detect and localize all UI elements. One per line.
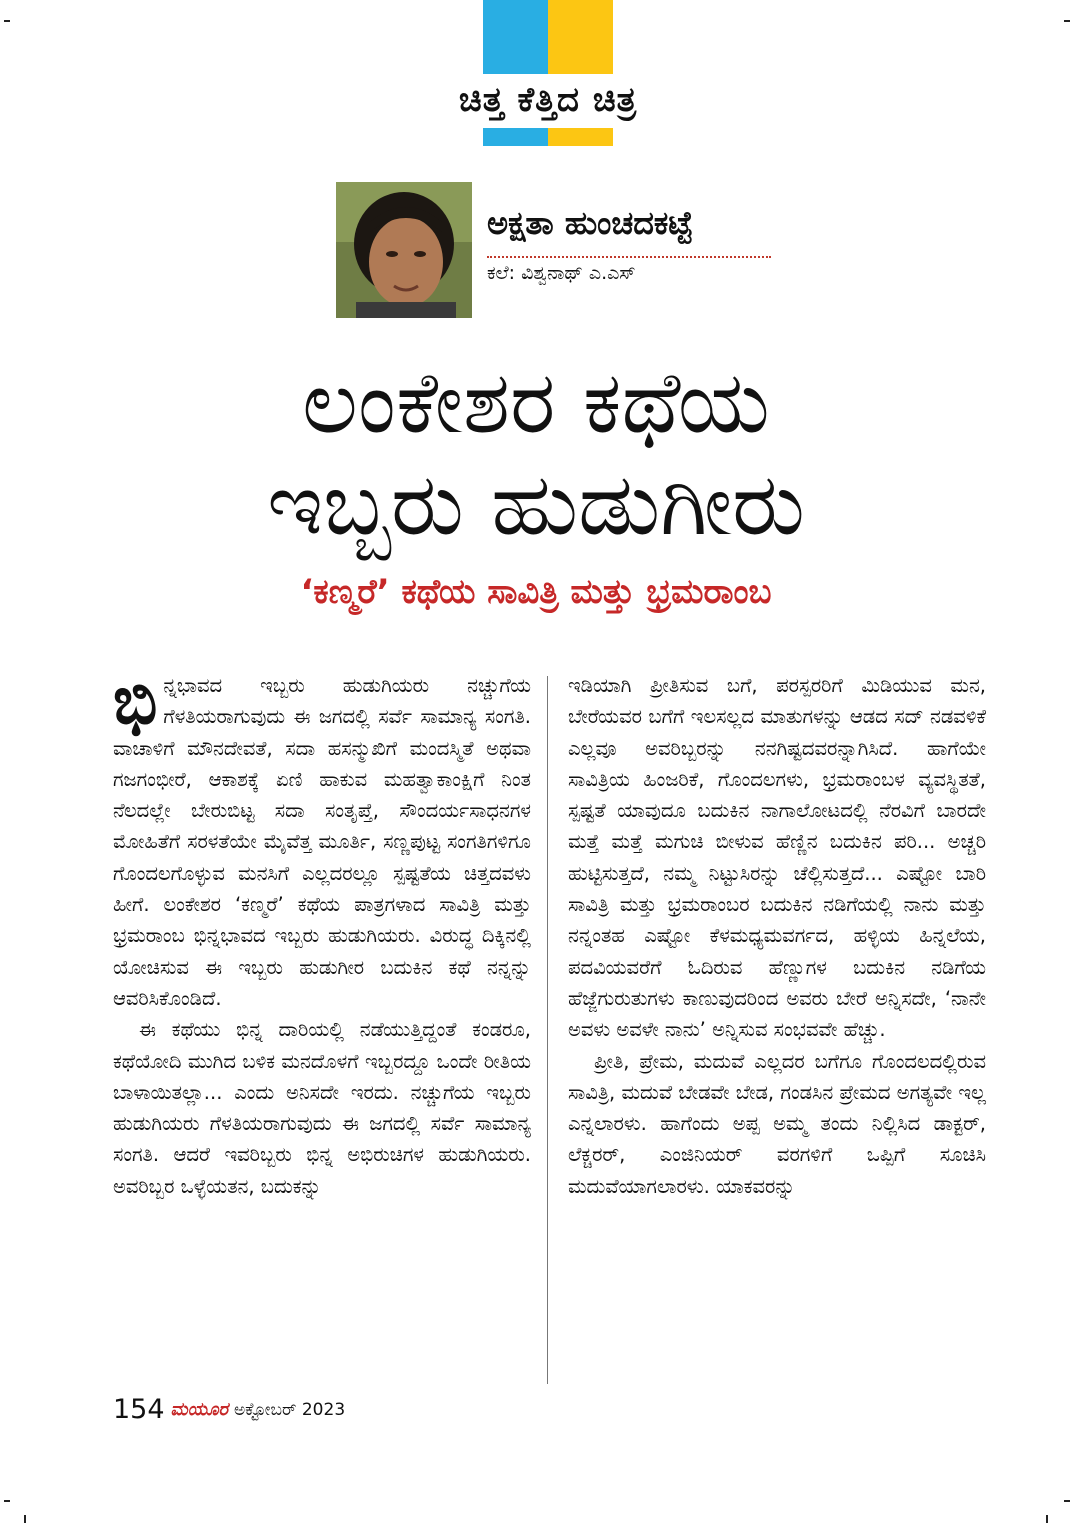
crop-mark bbox=[4, 20, 10, 22]
art-credit: ಕಲೆ: ವಿಶ್ವನಾಥ್ ಎ.ಎಸ್ bbox=[487, 262, 636, 284]
author-name: ಅಕ್ಷತಾ ಹುಂಚದಕಟ್ಟೆ bbox=[487, 204, 693, 242]
crop-mark bbox=[1064, 20, 1070, 22]
issue-date: ಅಕ್ಟೋಬರ್ 2023 bbox=[233, 1399, 346, 1420]
crop-mark bbox=[4, 1500, 10, 1502]
headline-line-1: ಲಂಕೇಶರ ಕಥೆಯ bbox=[302, 353, 770, 453]
page-footer bbox=[113, 1394, 345, 1425]
article-paragraph: ಇಡಿಯಾಗಿ ಪ್ರೀತಿಸುವ ಬಗೆ, ಪರಸ್ಪರರಿಗೆ ಮಿಡಿಯುವ ಮನ, ಬೇರೆಯವರ ಬಗೆಗೆ ಇಲಸಲ್ಲದ ಮಾತುಗಳನ್ನು ಆಡದ ಸದ್ ನಡವಳಿಕೆ ಎಲ್ಲವೂ ಅವರಿಬ್ಬರನ್ನು ನನಗಿಷ್ಟದವರನ್ನಾಗಿಸಿದೆ. ಹಾಗೆಯೇ ಸಾವಿತ್ರಿಯ ಹಿಂಜರಿಕೆ, ಗೊಂದಲಗಳು, ಭ್ರಮರಾಂಬಳ ವ್ಯವಸ್ಥಿತತೆ, ಸ್ಪಷ್ಟತೆ ಯಾವುದೂ ಬದುಕಿನ ನಾಗಾಲೋಟದಲ್ಲಿ ನೆರವಿಗೆ ಬಾರದೇ ಮತ್ತೆ ಮತ್ತೆ ಮಗುಚಿ ಬೀಳುವ ಹೆಣ್ಣಿನ ಬದುಕಿನ ಪರಿ... ಅಚ್ಚರಿ ಹುಟ್ಟಿಸುತ್ತದೆ, ನಮ್ಮ ನಿಟ್ಟುಸಿರನ್ನು ಚೆಲ್ಲಿಸುತ್ತದೆ... ಎಷ್ಟೋ ಬಾರಿ ಸಾವಿತ್ರಿ ಮತ್ತು ಭ್ರಮರಾಂಬರ ಬದುಕಿನ ನಡಿಗೆಯಲ್ಲಿ ನಾನು ಮತ್ತು ನನ್ನಂತಹ ಎಷ್ಟೋ ಕೆಳಮಧ್ಯಮವರ್ಗದ, ಹಳ್ಳಿಯ ಹಿನ್ನಲೆಯ, ಪದವಿಯವರೆಗೆ ಓದಿರುವ ಹೆಣ್ಣುಗಳ ಬದುಕಿನ ನಡಿಗೆಯ ಹೆಜ್ಜೆಗುರುತುಗಳು ಕಾಣುವುದರಿಂದ ಅವರು ಬೇರೆ ಅನ್ನಿಸದೇ, ‘ನಾನೇ ಅವಳು ಅವಳೇ ನಾನು’ ಅನ್ನಿಸುವ ಸಂಭವವೇ ಹೆಚ್ಚು. bbox=[568, 674, 986, 1042]
drop-cap: ಭಿ bbox=[113, 662, 158, 739]
author-portrait bbox=[336, 182, 472, 318]
section-title: ಚಿತ್ತ ಕೆತ್ತಿದ ಚಿತ್ರ bbox=[458, 80, 638, 120]
article-paragraph bbox=[113, 662, 531, 1014]
article-column-left bbox=[113, 662, 531, 1202]
author-divider bbox=[487, 256, 771, 258]
magazine-name: ಮಯೂರ bbox=[170, 1399, 228, 1420]
article-paragraph: ಪ್ರೀತಿ, ಪ್ರೇಮ, ಮದುವೆ ಎಲ್ಲದರ ಬಗೆಗೂ ಗೊಂದಲದಲ್ಲಿರುವ ಸಾವಿತ್ರಿ, ಮದುವೆ ಬೇಡವೇ ಬೇಡ, ಗಂಡಸಿನ ಪ್ರೇಮದ ಅಗತ್ಯವೇ ಇಲ್ಲ ಎನ್ನಲಾರಳು. ಹಾಗೆಂದು ಅಪ್ಪ ಅಮ್ಮ ತಂದು ನಿಲ್ಲಿಸಿದ ಡಾಕ್ಟರ್, ಲೆಕ್ಚರರ್, ಎಂಜಿನಿಯರ್ ವರಗಳಿಗೆ ಒಪ್ಪಿಗೆ ಸೂಚಿಸಿ ಮದುವೆಯಾಗಲಾರಳು. ಯಾಕವರನ್ನು bbox=[568, 1049, 986, 1198]
crop-mark bbox=[24, 1515, 26, 1523]
column-divider bbox=[547, 676, 548, 1384]
article-paragraph: ಈ ಕಥೆಯು ಭಿನ್ನ ದಾರಿಯಲ್ಲಿ ನಡೆಯುತ್ತಿದ್ದಂತೆ ಕಂಡರೂ, ಕಥೆಯೋದಿ ಮುಗಿದ ಬಳಿಕ ಮನದೊಳಗೆ ಇಬ್ಬರದ್ದೂ ಒಂದೇ ರೀತಿಯ ಬಾಳಾಯಿತಲ್ಲಾ... ಎಂದು ಅನಿಸದೇ ಇರದು. ನಚ್ಚುಗೆಯ ಇಬ್ಬರು ಹುಡುಗಿಯರು ಗೆಳತಿಯರಾಗುವುದು ಈ ಜಗದಲ್ಲಿ ಸರ್ವೆ ಸಾಮಾನ್ಯ ಸಂಗತಿ. ಆದರೆ ಇವರಿಬ್ಬರು ಭಿನ್ನ ಅಭಿರುಚಿಗಳ ಹುಡುಗಿಯರು. ಅವರಿಬ್ಬರ ಒಳ್ಳೆಯತನ, ಬದುಕನ್ನು bbox=[113, 1018, 531, 1198]
crop-mark bbox=[1046, 1515, 1048, 1523]
crop-mark bbox=[1064, 1500, 1070, 1502]
page-number: 154 bbox=[113, 1394, 165, 1425]
subheadline: ‘ಕಣ್ಮರೆ’ ಕಥೆಯ ಸಾವಿತ್ರಿ ಮತ್ತು ಭ್ರಮರಾಂಬ bbox=[300, 572, 772, 612]
headline-line-2: ಇಬ್ಬರು ಹುಡುಗೀರು bbox=[267, 455, 805, 555]
paragraph-text: ನ್ನಭಾವದ ಇಬ್ಬರು ಹುಡುಗಿಯರು ನಚ್ಚುಗೆಯ ಗೆಳತಿಯರಾಗುವುದು ಈ ಜಗದಲ್ಲಿ ಸರ್ವೆ ಸಾಮಾನ್ಯ ಸಂಗತಿ. ವಾಚಾಳಿಗೆ ಮೌನದೇವತೆ, ಸದಾ ಹಸನ್ಮುಖಿಗೆ ಮಂದಸ್ಮಿತೆ ಅಥವಾ ಗಜಗಂಭೀರೆ, ಆಕಾಶಕ್ಕೆ ಏಣಿ ಹಾಕುವ ಮಹತ್ವಾಕಾಂಕ್ಷಿಗೆ ನಿಂತ ನೆಲದಲ್ಲೇ ಬೇರುಬಿಟ್ಟ ಸದಾ ಸಂತೃಪ್ತೆ, ಸೌಂದರ್ಯಸಾಧನಗಳ ಮೋಹಿತೆಗೆ ಸರಳತೆಯೇ ಮೈವೆತ್ತ ಮೂರ್ತಿ, ಸಣ್ಣಪುಟ್ಟ ಸಂಗತಿಗಳಿಗೂ ಗೊಂದಲಗೊಳ್ಳುವ ಮನಸಿಗೆ ಎಲ್ಲದರಲ್ಲೂ ಸ್ಪಷ್ಟತೆಯ ಚಿತ್ತದವಳು ಹೀಗೆ. ಲಂಕೇಶರ ‘ಕಣ್ಮರೆ’ ಕಥೆಯ ಪಾತ್ರಗಳಾದ ಸಾವಿತ್ರಿ ಮತ್ತು ಭ್ರಮರಾಂಬ ಭಿನ್ನಭಾವದ ಇಬ್ಬರು ಹುಡುಗಿಯರು. ವಿರುದ್ಧ ದಿಕ್ಕಿನಲ್ಲಿ ಯೋಚಿಸುವ ಈ ಇಬ್ಬರು ಹುಡುಗೀರ ಬದುಕಿನ ಕಥೆ ನನ್ನನ್ನು ಆವರಿಸಿಕೊಂಡಿದೆ. bbox=[113, 674, 531, 1010]
section-logo bbox=[483, 0, 613, 146]
portrait-illustration bbox=[336, 182, 472, 318]
article-column-right bbox=[568, 670, 986, 1202]
